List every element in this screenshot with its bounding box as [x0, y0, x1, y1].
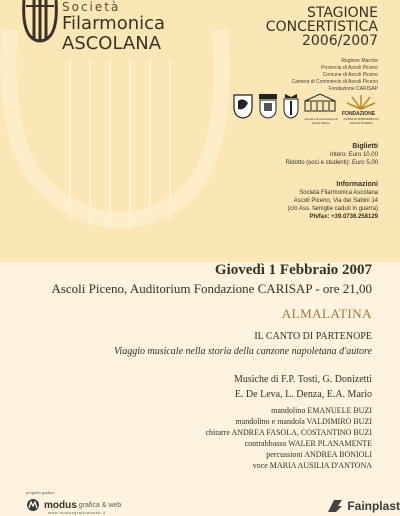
modus-url: www.modusgraficaeweb.it	[48, 510, 106, 515]
performer-item: mandolino e mandola VALDIMIRO BUZI	[235, 417, 372, 426]
tickets-block	[286, 142, 378, 167]
sponsor-name: Fainplast	[347, 499, 400, 513]
tickets-line: Intero: Euro 10,00	[329, 152, 378, 158]
regione-marche-logo-icon	[232, 93, 254, 119]
info-block	[288, 180, 378, 221]
event-subtitle: Viaggio musicale nella storia della canzone napoletana d'autore	[114, 346, 372, 357]
performer-item: chitarre ANDREA FASOLA, COSTANTINO BUZI	[205, 428, 372, 437]
info-line: (c/o Ass. famiglie caduti in guerra)	[287, 206, 378, 212]
society-line2: Filarmonica	[62, 13, 166, 34]
lyre-logo-icon	[24, 0, 57, 42]
info-line: Società Filarmonica Ascolana	[299, 190, 378, 196]
performer-item: voce MARIA AUSILIA D'ANTONA	[252, 461, 372, 470]
event-title: IL CANTO DI PARTENOPE	[254, 331, 372, 342]
fondazione-label: FONDAZIONE	[342, 111, 376, 117]
event-music	[234, 372, 372, 402]
season-line1: STAGIONE	[307, 5, 378, 21]
comune-crest-icon	[282, 93, 300, 119]
patron-item: Fondazione CARISAP	[328, 86, 378, 92]
fondazione-carisap-logo-icon	[344, 93, 378, 111]
performers-list	[205, 405, 372, 471]
season-line2: CONCERTISTICA	[265, 19, 378, 35]
camera-caption: Camera di Commercio di Ascoli Piceno	[304, 117, 338, 125]
society-name	[62, 0, 165, 54]
provincia-crest-icon	[258, 93, 278, 119]
modus-sub: grafica & web	[78, 501, 122, 509]
tickets-heading: Biglietti	[352, 143, 378, 150]
design-credit-label: progetto grafico:	[26, 490, 55, 495]
fainplast-mark-icon	[326, 498, 344, 514]
patron-item: Comune di Ascoli Piceno	[322, 72, 378, 78]
performer-item: mandolino EMANUELE BUZI	[271, 406, 372, 415]
sponsor-logo	[326, 498, 400, 514]
season-title	[266, 6, 378, 48]
fondazione-caption: CASSA DI RISPARMIO DI ASCOLI PICENO	[343, 117, 379, 125]
music-line: Musiche di F.P. Tosti, G. Donizetti	[233, 374, 372, 385]
patron-item: Camera di Commercio di Ascoli Piceno	[291, 79, 378, 85]
info-heading: Informazioni	[336, 181, 378, 188]
performer-item: percussioni ANDREA BONIOLI	[266, 450, 372, 459]
season-line3: 2006/2007	[302, 33, 378, 49]
event-date: Giovedì 1 Febbraio 2007	[214, 262, 372, 278]
event-group: ALMALATINA	[281, 306, 372, 321]
camera-commercio-logo-icon	[303, 93, 337, 117]
patrons-list	[292, 58, 378, 93]
modus-brand: modus	[44, 499, 77, 511]
event-venue: Ascoli Piceno, Auditorium Fondazione CARISAP - ore 21,00	[51, 281, 372, 296]
patron-logos	[232, 93, 382, 123]
society-line3: ASCOLANA	[62, 33, 162, 54]
tickets-line: Ridotto (soci e studenti): Euro 5,00	[285, 160, 378, 166]
info-line: Ascoli Piceno, Via dei Sabini 14	[293, 198, 378, 204]
info-phone: Ph/fax: +39.0736.258129	[309, 214, 378, 220]
performer-item: contrabbasso WALER PLANAMENTE	[244, 439, 372, 448]
music-line: E. De Leva, L. Denza, E.A. Mario	[234, 389, 372, 400]
patron-item: Provincia di Ascoli Piceno	[321, 65, 378, 71]
patron-item: Regione Marche	[341, 58, 378, 64]
modus-mark-icon	[26, 498, 40, 512]
society-line1: Società	[62, 0, 121, 14]
